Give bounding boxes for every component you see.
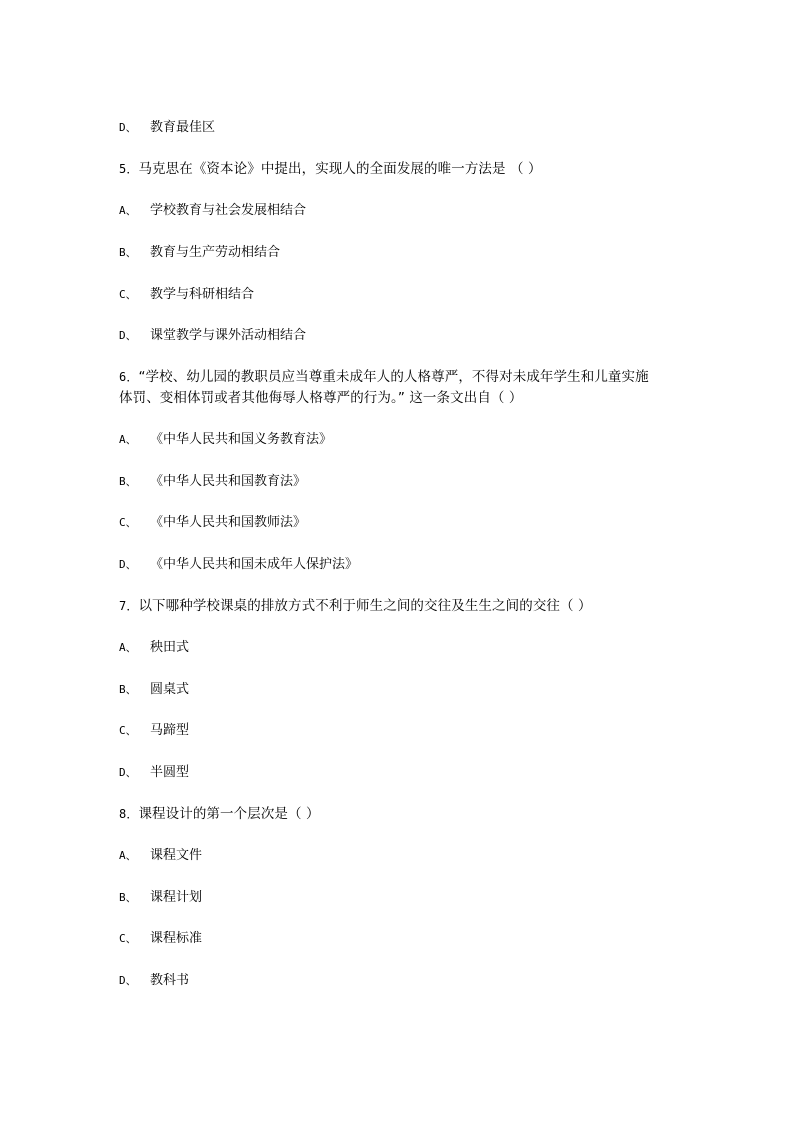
option-6b [119,473,306,491]
option-letter: A、 [119,433,137,446]
option-text: 教科书 [150,973,190,988]
question-5 [119,160,542,178]
option-5c [119,286,254,304]
option-letter: B、 [119,475,137,488]
question-text: 课程设计的第一个层次是（ ） [138,806,320,822]
option-8c [119,930,202,948]
option-5d [119,327,306,345]
option-letter: D、 [119,974,137,987]
option-5b [119,244,280,262]
option-text: 课程文件 [150,848,203,863]
option-text: 课程计划 [150,890,203,905]
option-text: 秧田式 [150,640,190,655]
option-6a [119,431,332,449]
question-number: 5． [119,162,139,176]
option-text: 教育最佳区 [150,120,216,135]
option-letter: A、 [119,849,137,862]
question-text: 马克思在《资本论》中提出，实现人的全面发展的唯一方法是 （ ） [138,161,542,177]
option-text: 教学与科研相结合 [150,287,255,302]
option-text: 课堂教学与课外活动相结合 [150,328,307,343]
option-text: 教育与生产劳动相结合 [150,245,281,260]
option-letter: D、 [119,329,137,342]
option-6c [119,514,306,532]
option-8d [119,972,189,990]
option-8a [119,847,202,865]
question-text: 以下哪种学校课桌的排放方式不利于师生之间的交往及生生之间的交往（ ） [138,598,592,614]
option-8b [119,889,202,907]
question-7 [119,597,592,615]
option-5a [119,202,306,220]
option-text: 学校教育与社会发展相结合 [150,203,307,218]
option-text: 《中华人民共和国义务教育法》 [150,432,333,447]
option-7c [119,722,189,740]
option-7a [119,639,189,657]
option-letter: D、 [119,558,137,571]
option-letter: D、 [119,121,137,134]
option-letter: C、 [119,724,137,737]
option-7b [119,681,189,699]
option-letter: B、 [119,246,137,259]
option-letter: A、 [119,641,137,654]
option-text: 《中华人民共和国未成年人保护法》 [150,557,359,572]
option-letter: B、 [119,683,137,696]
option-4d [119,119,215,137]
question-text-continued: 体罚、变相体罚或者其他侮辱人格尊严的行为。” 这一条文出自（ ） [119,390,523,406]
question-8 [119,805,320,823]
option-6d [119,556,358,574]
option-text: 课程标准 [150,931,203,946]
question-6 [119,368,649,386]
option-text: 马蹄型 [150,723,190,738]
question-number: 8． [119,807,139,821]
option-text: 《中华人民共和国教育法》 [150,474,307,489]
question-text: “学校、幼儿园的教职员应当尊重未成年人的人格尊严，不得对未成年学生和儿童实施 [138,369,649,385]
option-letter: C、 [119,932,137,945]
option-letter: C、 [119,516,137,529]
option-letter: C、 [119,288,137,301]
question-6-line-2 [119,389,523,407]
question-number: 7． [119,599,139,613]
option-letter: D、 [119,766,137,779]
question-number: 6． [119,370,139,384]
option-text: 半圆型 [150,765,190,780]
option-letter: B、 [119,891,137,904]
option-text: 《中华人民共和国教师法》 [150,515,307,530]
option-text: 圆桌式 [150,682,190,697]
option-7d [119,764,189,782]
option-letter: A、 [119,204,137,217]
